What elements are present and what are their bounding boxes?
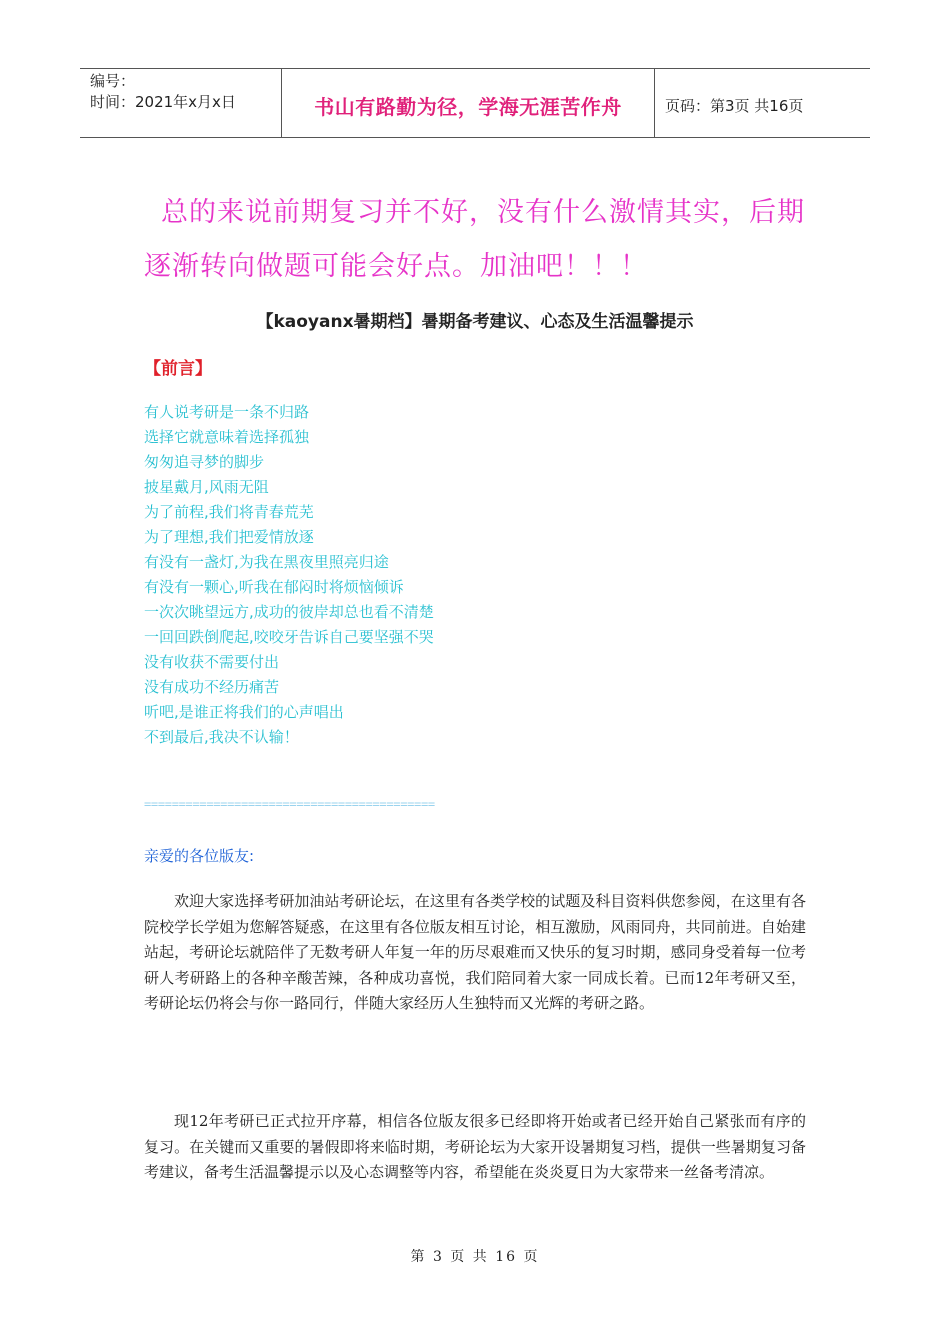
greeting: 亲爱的各位版友: [144,847,255,865]
poem-line: 有没有一盏灯,为我在黑夜里照亮归途 [144,553,389,571]
poem-line: 没有成功不经历痛苦 [144,678,280,696]
time-label: 时间：2021年x月x日 [90,93,236,111]
number-label: 编号： [90,72,136,90]
page-footer: 第 3 页 共 16 页 [410,1249,540,1265]
section-divider: ========================================== [144,797,435,811]
body-paragraph: 欢迎大家选择考研加油站考研论坛，在这里有各类学校的试题及科目资料供您参阅，在这里有各院校学长学姐为您解答疑惑，在这里有各位版友相互讨论，相互激励，风雨同舟，共同前进。自始建站起，考研论坛就陪伴了无数考研人年复一年的历尽艰难而又快乐的复习时期，感同身受着每一位考研人考研路上的各种辛酸苦辣，各种成功喜悦，我们陪同着大家一同成长着。已而12年考研又至，考研论坛仍将会与你一路同行，伴随大家经历人生独特而又光辉的考研之路。 [144,892,806,1012]
poem-line: 为了理想,我们把爱情放逐 [144,528,314,546]
poem-line: 选择它就意味着选择孤独 [144,428,310,446]
poem-line: 不到最后,我决不认输！ [144,728,299,746]
preface-label: 【前言】 [144,359,212,379]
poem-line: 有人说考研是一条不归路 [144,403,310,421]
header-motto: 书山有路勤为径，学海无涯苦作舟 [281,69,655,137]
document-title: 【kaoyanx暑期档】暑期备考建议、心态及生活温馨提示 [256,312,694,332]
poem-line: 听吧,是谁正将我们的心声唱出 [144,703,344,721]
poem-line: 匆匆追寻梦的脚步 [144,453,265,471]
intro-motto: 总的来说前期复习并不好，没有什么激情其实，后期逐渐转向做题可能会好点。加油吧！！！ [144,197,805,282]
body-paragraph: 现12年考研已正式拉开序幕，相信各位版友很多已经即将开始或者已经开始自己紧张而有序的复习。在关键而又重要的暑假即将来临时期，考研论坛为大家开设暑期复习档，提供一些暑期复习备考建议，备考生活温馨提示以及心态调整等内容，希望能在炎炎夏日为大家带来一丝备考清凉。 [144,1112,806,1181]
poem-line: 为了前程,我们将青春荒芜 [144,503,314,521]
poem-line: 一回回跌倒爬起,咬咬牙告诉自己要坚强不哭 [144,628,434,646]
poem-line: 披星戴月,风雨无阻 [144,478,269,496]
page-header [80,68,870,138]
header-meta [80,69,281,137]
poem-line: 有没有一颗心,听我在郁闷时将烦恼倾诉 [144,578,404,596]
poem [144,400,434,750]
page-info: 页码：第3页 共16页 [665,96,804,115]
poem-line: 没有收获不需要付出 [144,653,280,671]
poem-line: 一次次眺望远方,成功的彼岸却总也看不清楚 [144,603,434,621]
